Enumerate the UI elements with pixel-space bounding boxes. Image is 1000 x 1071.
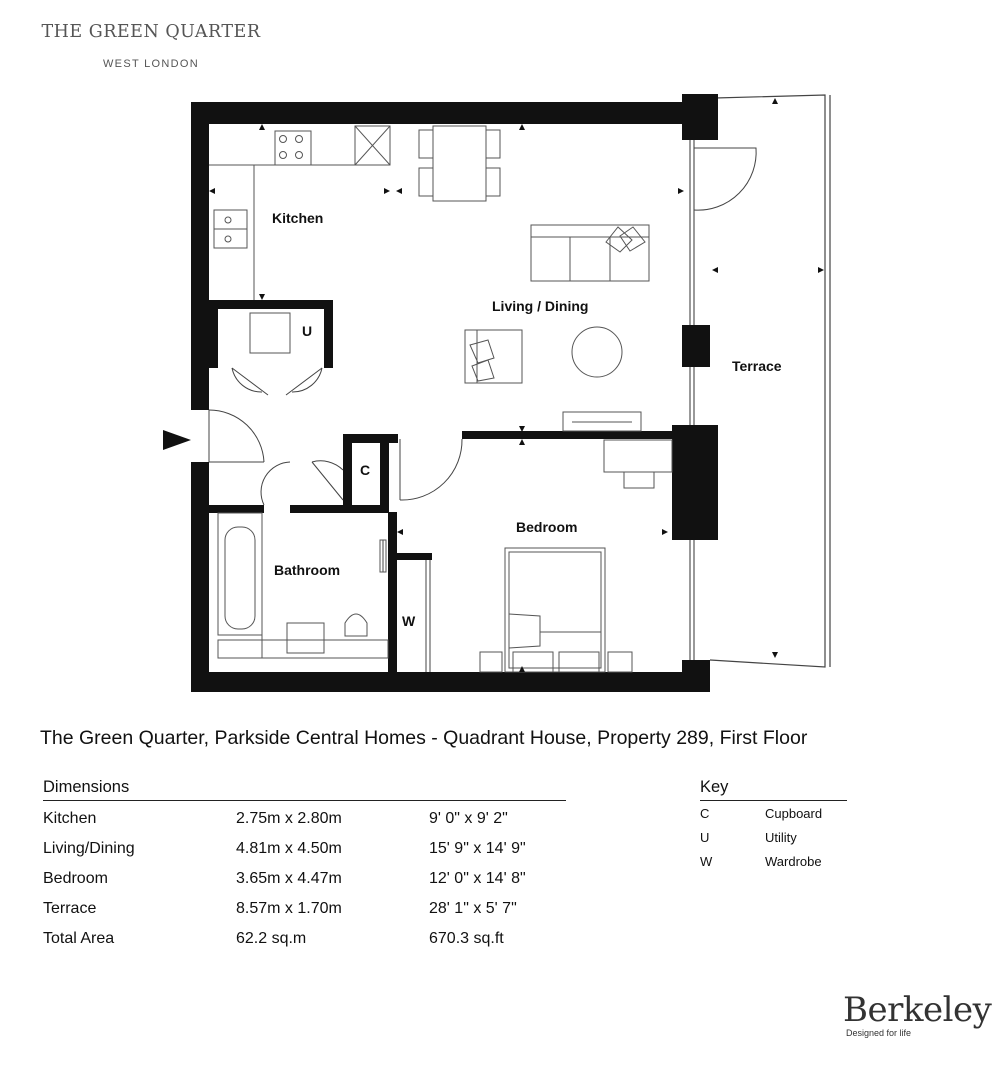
dimensions-row: [43, 801, 566, 831]
bathroom-fixtures: [218, 513, 388, 658]
logo-name: Berkeley: [843, 990, 992, 1030]
dimension-imperial: 15' 9" x 14' 9": [429, 840, 526, 857]
living-furniture: [419, 126, 649, 431]
dimension-room: Total Area: [43, 930, 115, 947]
key-title: Key: [700, 778, 847, 801]
dimension-imperial: 670.3 sq.ft: [429, 930, 504, 947]
dimension-room: Living/Dining: [43, 840, 135, 857]
key-row: [700, 849, 847, 873]
dimension-imperial: 28' 1" x 5' 7": [429, 900, 517, 917]
dimension-metric: 62.2 sq.m: [236, 930, 307, 947]
walls: [191, 94, 718, 692]
room-label-terrace: Terrace: [732, 358, 782, 374]
dimensions-row: [43, 891, 566, 921]
key-row: [700, 825, 847, 849]
room-label-bedroom: Bedroom: [516, 519, 578, 535]
dimensions-row: [43, 861, 566, 891]
dimensions-table: [43, 778, 566, 951]
entrance-arrow-icon: [163, 430, 191, 450]
room-label-bathroom: Bathroom: [274, 562, 341, 578]
marker-utility: U: [302, 323, 313, 339]
terrace-balustrade: [710, 95, 830, 667]
room-label-living-dining: Living / Dining: [492, 298, 589, 314]
dimension-imperial: 9' 0" x 9' 2": [429, 810, 508, 827]
logo-tagline: Designed for life: [846, 1028, 912, 1038]
marker-wardrobe: W: [402, 613, 416, 629]
key-code: W: [700, 854, 713, 869]
dimension-room: Kitchen: [43, 810, 97, 827]
key-meaning: Utility: [765, 830, 797, 845]
dimension-metric: 3.65m x 4.47m: [236, 870, 342, 887]
dimension-room: Terrace: [43, 900, 97, 917]
key-meaning: Wardrobe: [765, 854, 822, 869]
dimensions-row: [43, 921, 566, 951]
dimension-metric: 2.75m x 2.80m: [236, 810, 342, 827]
berkeley-logo: [843, 990, 991, 1038]
key-row: [700, 801, 847, 825]
dimension-metric: 4.81m x 4.50m: [236, 840, 342, 857]
bedroom-furniture: [480, 440, 672, 672]
key-meaning: Cupboard: [765, 806, 823, 821]
brand-subtitle: WEST LONDON: [103, 58, 199, 70]
kitchen-fixtures: [209, 126, 390, 353]
dimensions-title: Dimensions: [43, 778, 566, 801]
dimension-room: Bedroom: [43, 870, 108, 887]
key-code: C: [700, 806, 710, 821]
marker-cupboard: C: [360, 462, 371, 478]
dimension-imperial: 12' 0" x 14' 8": [429, 870, 526, 887]
dimension-metric: 8.57m x 1.70m: [236, 900, 342, 917]
key-table: [700, 778, 847, 873]
dimensions-row: [43, 831, 566, 861]
brand-title: THE GREEN QUARTER: [41, 22, 261, 42]
dimension-markers: [209, 98, 824, 672]
property-caption: The Green Quarter, Parkside Central Homes - Quadrant House, Property 289, First Floor: [40, 727, 808, 749]
doors: [209, 148, 756, 672]
room-label-kitchen: Kitchen: [272, 210, 324, 226]
windows: [690, 140, 694, 660]
key-code: U: [700, 830, 710, 845]
